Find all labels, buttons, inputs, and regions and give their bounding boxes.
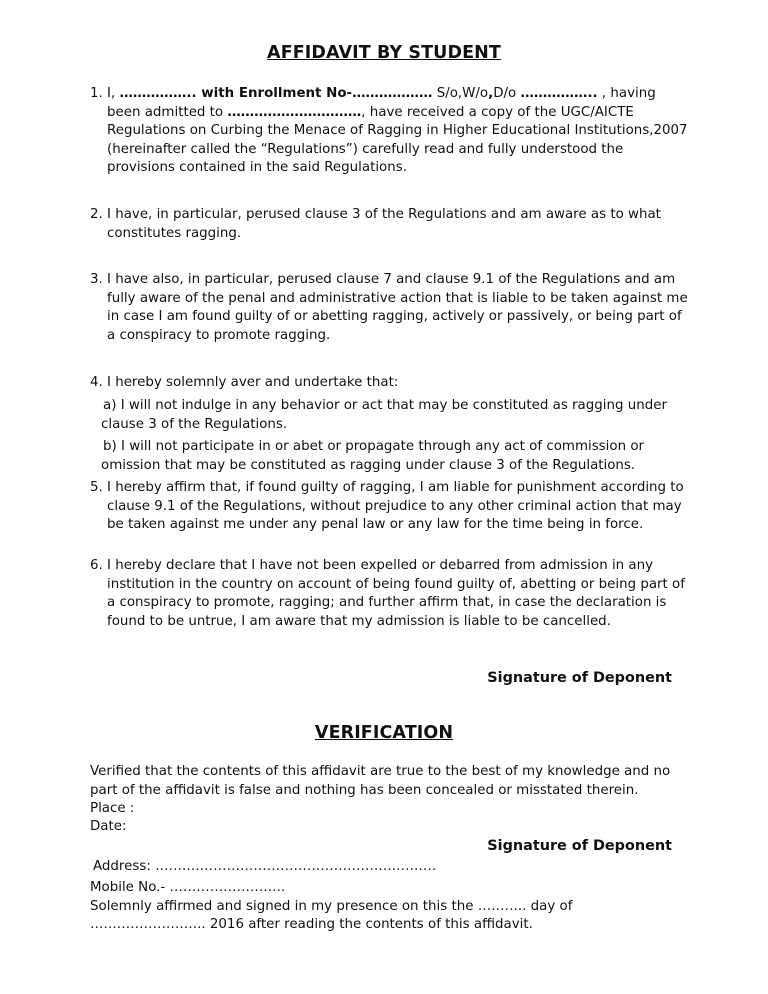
item-number: 3. [90,272,103,287]
subitem-text [101,397,691,434]
item-text-fragment: , have received a copy of the UGC/AICTE Regulations on Curbing the Menace of Ragging in Higher Educational Institutions,2007 (hereinafter called the “Regulations”) carefully read and fully understood the provisions contained in the said Regulations. [107,104,688,176]
item-text: I hereby affirm that, if found guilty of ragging, I am liable for punishment according to clause 9.1 of the Regulations, without prejudice to any other criminal action that may be taken against me under any penal law or any law for the time being in force. [107,480,684,533]
item-text: I hereby declare that I have not been expelled or debarred from admission in any institution in the country on account of being found guilty of, abetting or being part of a conspiracy to promote, ragging; and further affirm that, in case the declaration is found to be untrue, I am aware that my admission is liable to be cancelled. [107,558,685,629]
enrollment-blank[interactable]: ……………… [352,86,433,101]
affidavit-item-4 [90,374,690,393]
item-text-fragment: having been admitted to [107,86,656,120]
deponent-signature-label: Signature of Deponent [487,670,672,686]
item-number: 6. [90,558,103,573]
item-text: I hereby solemnly aver and undertake that: [107,375,399,390]
enrollment-label: with Enrollment No- [196,86,353,101]
subitem-body: I will not indulge in any behavior or act that may be constituted as ragging under clause 3 of the Regulations. [101,398,667,432]
affidavit-item-5 [90,479,690,535]
mobile-label: Mobile No.- [90,880,170,895]
affidavit-title: AFFIDAVIT BY STUDENT [267,43,501,63]
item-number: 5. [90,480,103,495]
subitem-label: a) [103,398,117,413]
affidavit-item-2 [90,206,690,243]
affidavit-item-6 [90,557,690,631]
relation-label-dto: D/o [493,86,521,101]
item-text-fragment: , [597,86,607,101]
item-text-fragment: I, [107,86,120,101]
item-text [107,85,690,178]
item-number: 2. [90,207,103,222]
address-line [93,858,436,877]
relation-label: S/o,W/o [432,86,489,101]
affidavit-subitem-b [101,438,691,475]
affidavit-item-3 [90,271,690,345]
affidavit-subitem-a [101,397,691,434]
affirmation-line-1: Solemnly affirmed and signed in my presence on this the ……….. day of [90,899,573,914]
name-blank[interactable]: …………….. [119,86,197,101]
verification-text: Verified that the contents of this affidavit are true to the best of my knowledge and no part of the affidavit is false and nothing has been concealed or misstated therein. [90,764,671,798]
verification-title: VERIFICATION [314,723,454,743]
verification-signature-label: Signature of Deponent [487,838,672,854]
affirmation-line-2: …………………….. 2016 after reading the contents of this affidavit. [90,917,533,932]
relation-separator: , [488,86,494,101]
item-number: 1. [90,86,103,101]
item-text: I have also, in particular, perused clause 7 and clause 9.1 of the Regulations and am fully aware of the penal and administrative action that is liable to be taken against me in case I am found guilty of or abetting ragging, actively or passively, or being part of a conspiracy to promote ragging. [107,272,688,343]
verification-statement [90,763,690,800]
institution-blank[interactable]: ………………………… [227,104,362,120]
parent-name-blank[interactable]: …………….. [520,86,598,101]
date-label: Date: [90,819,127,834]
subitem-label: b) [103,439,117,454]
affidavit-item-1 [90,85,690,178]
item-text: I have, in particular, perused clause 3 of the Regulations and am aware as to what constitutes ragging. [107,207,661,241]
item-number: 4. [90,375,103,390]
subitem-text [101,438,691,475]
address-label: Address: [93,859,156,874]
place-label: Place : [90,801,135,816]
subitem-body: I will not participate in or abet or propagate through any act of commission or omission that may be constituted as ragging under clause 3 of the Regulations. [101,439,645,473]
mobile-blank[interactable]: …………………….. [169,880,286,895]
address-blank[interactable]: ……………………………………………………… [155,859,437,874]
mobile-line [90,879,285,898]
